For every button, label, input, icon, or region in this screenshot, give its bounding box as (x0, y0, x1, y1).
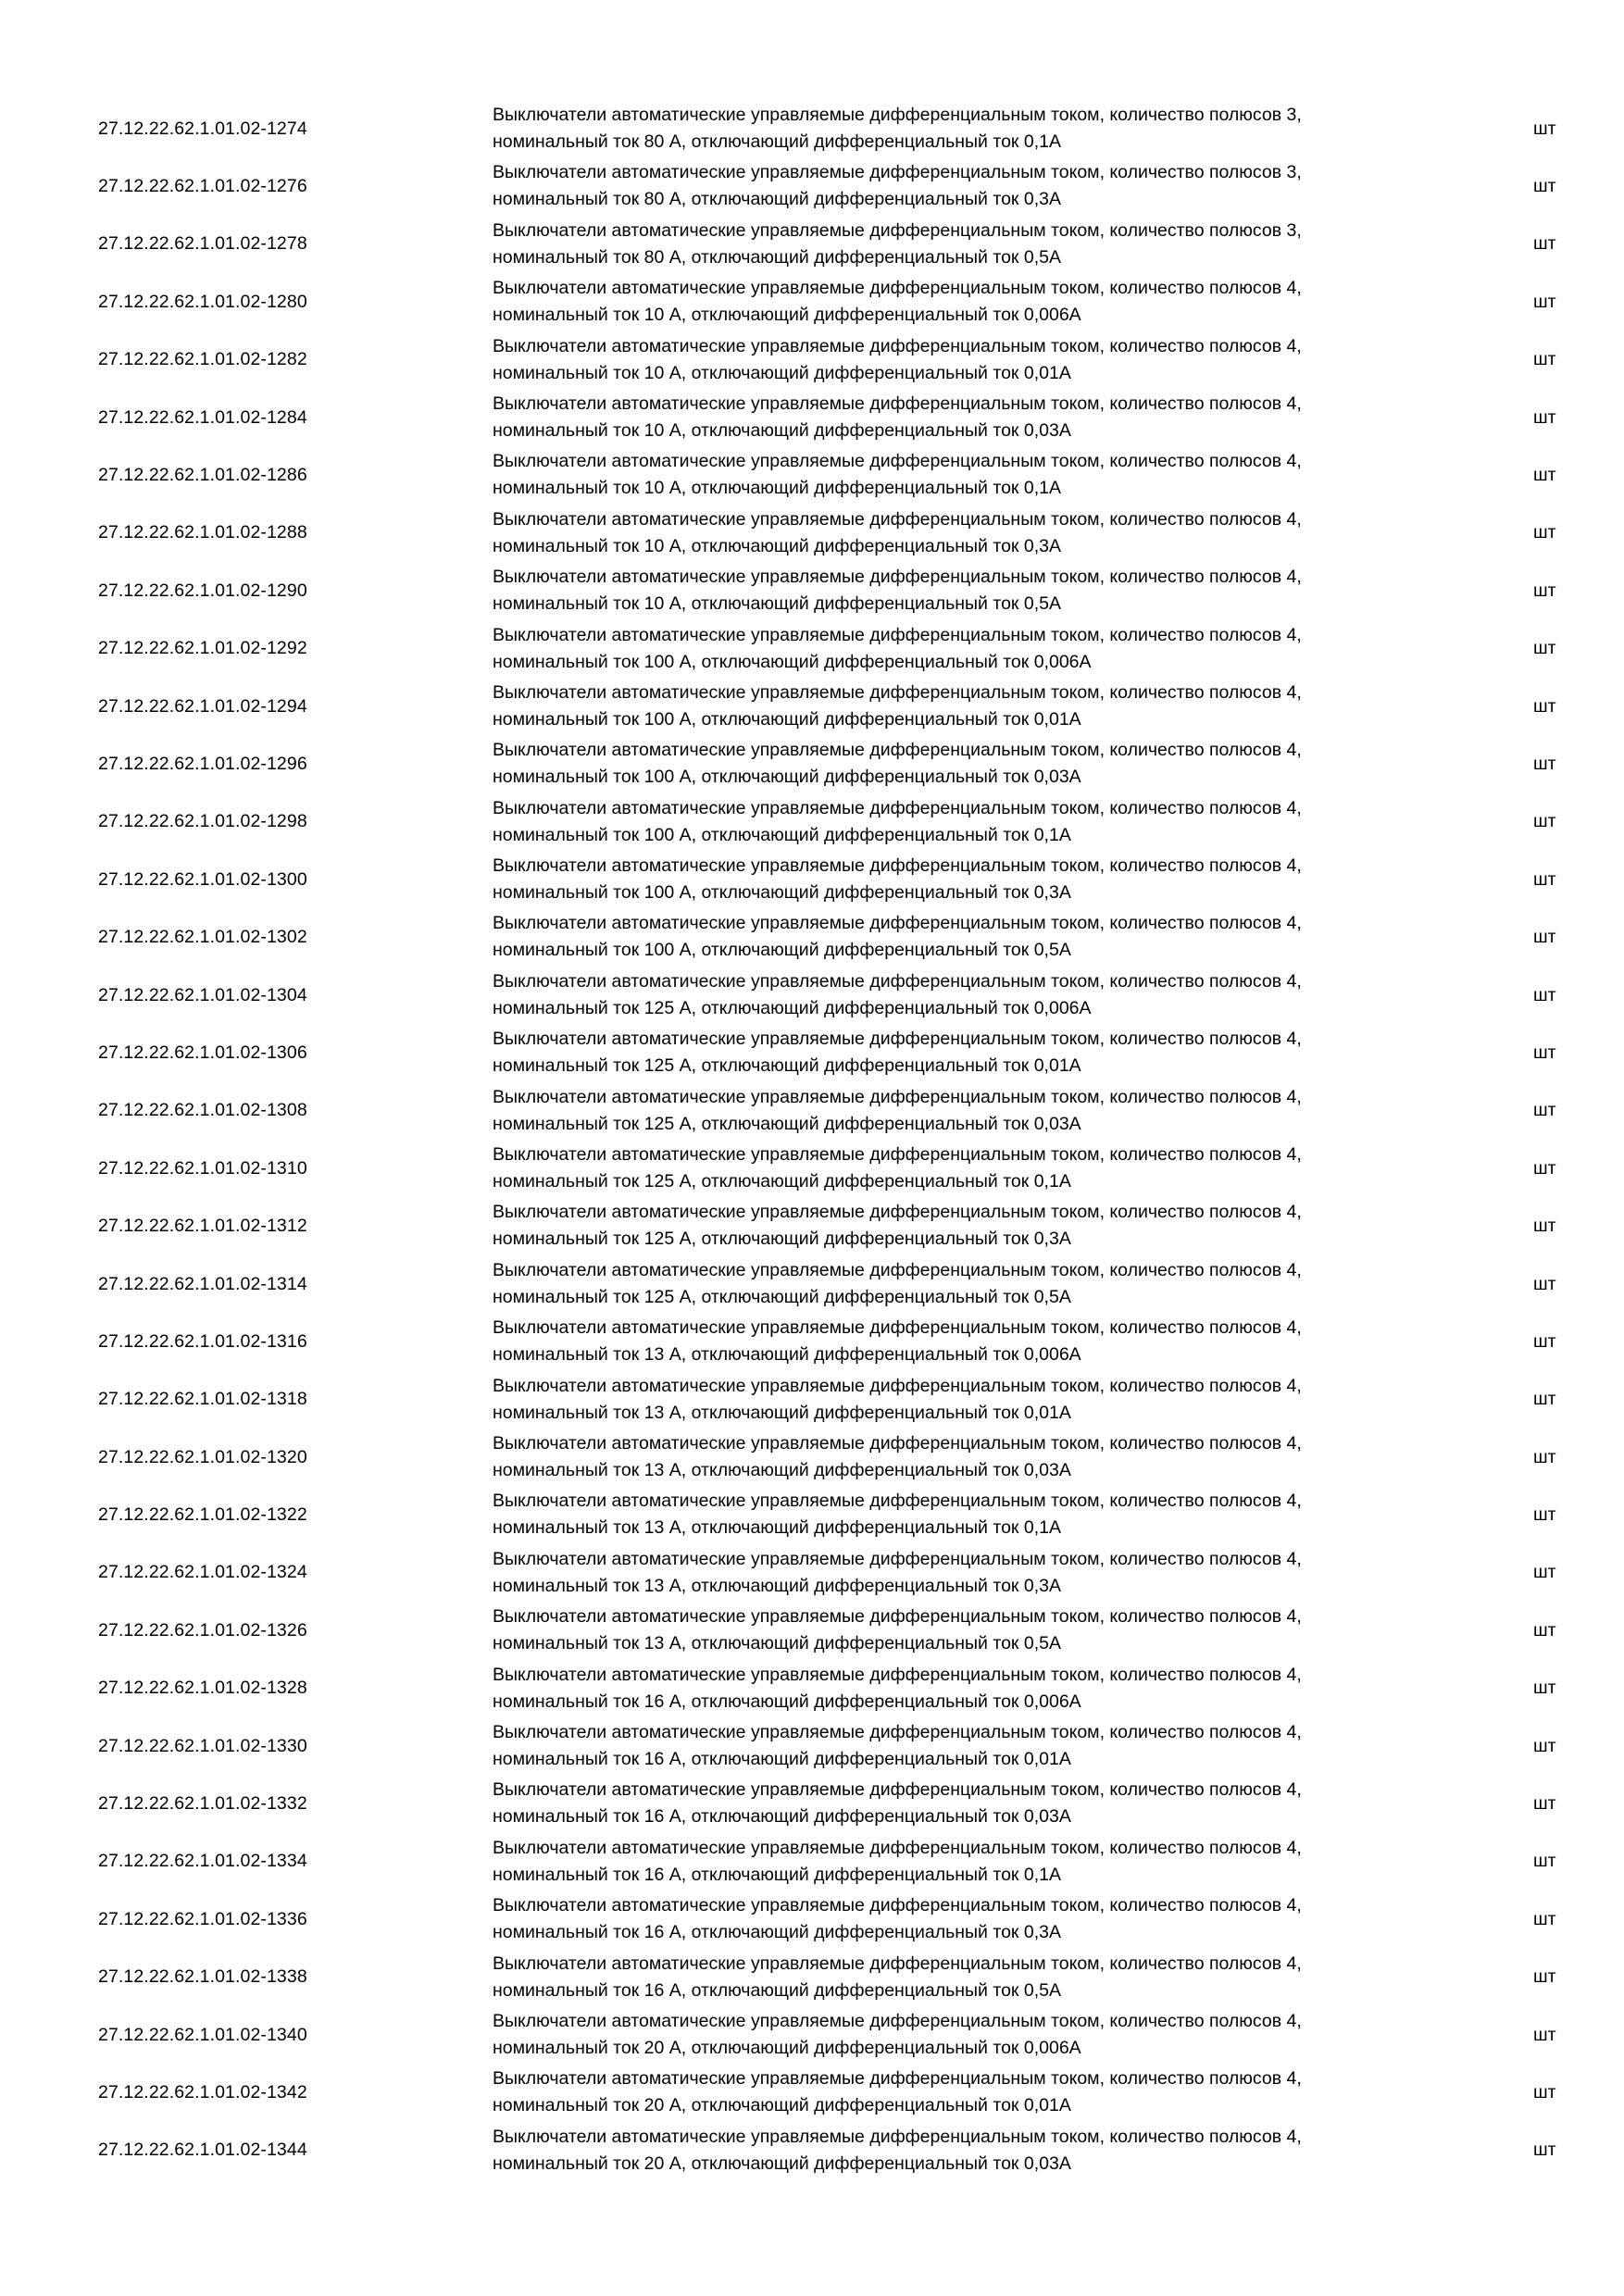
row-description-line-2: номинальный ток 125 А, отключающий дифференциальный ток 0,01А (493, 1055, 1081, 1077)
row-description-line-2: номинальный ток 16 А, отключающий дифференциальный ток 0,1А (493, 1864, 1061, 1885)
row-description-line-2: номинальный ток 125 А, отключающий дифференциальный ток 0,3А (493, 1229, 1071, 1250)
row-code: 27.12.22.62.1.01.02-1332 (98, 1793, 307, 1815)
table-row (0, 446, 1624, 504)
row-description (493, 506, 1418, 560)
row-description-line-1: Выключатели автоматические управляемые дифференциальным током, количество полюсов 4, (493, 1548, 1302, 1569)
row-description-line-2: номинальный ток 20 А, отключающий дифференциальный ток 0,03А (493, 2152, 1071, 2174)
row-description (493, 1142, 1418, 1195)
row-unit: шт (1533, 1793, 1556, 1815)
row-code: 27.12.22.62.1.01.02-1306 (98, 1042, 307, 1063)
row-description (493, 2008, 1418, 2062)
row-unit: шт (1533, 1100, 1556, 1121)
row-description (493, 1546, 1418, 1600)
row-description (493, 853, 1418, 906)
row-description (493, 1603, 1418, 1657)
row-unit: шт (1533, 1216, 1556, 1237)
row-description (493, 1951, 1418, 2004)
row-description (493, 564, 1418, 618)
row-code: 27.12.22.62.1.01.02-1328 (98, 1678, 307, 1699)
row-description-line-2: номинальный ток 13 А, отключающий дифференциальный ток 0,03А (493, 1459, 1071, 1480)
row-description-line-1: Выключатели автоматические управляемые дифференциальным током, количество полюсов 4, (493, 1491, 1302, 1512)
row-code: 27.12.22.62.1.01.02-1330 (98, 1735, 307, 1756)
row-code: 27.12.22.62.1.01.02-1344 (98, 2140, 307, 2161)
row-description-line-1: Выключатели автоматические управляемые дифференциальным током, количество полюсов 4, (493, 451, 1302, 472)
table-row (0, 389, 1624, 446)
row-code: 27.12.22.62.1.01.02-1274 (98, 118, 307, 139)
row-unit: шт (1533, 1619, 1556, 1641)
row-description-line-2: номинальный ток 10 А, отключающий дифференциальный ток 0,1А (493, 478, 1061, 499)
row-description (493, 1373, 1418, 1427)
row-description-line-1: Выключатели автоматические управляемые дифференциальным током, количество полюсов 4, (493, 335, 1302, 356)
row-unit: шт (1533, 233, 1556, 255)
row-description-line-2: номинальный ток 100 А, отключающий дифференциальный ток 0,1А (493, 824, 1071, 845)
row-description-line-1: Выключатели автоматические управляемые дифференциальным током, количество полюсов 3, (493, 162, 1302, 183)
table-row (0, 735, 1624, 792)
row-description (493, 1662, 1418, 1716)
row-description-line-2: номинальный ток 10 А, отключающий дифференциальный ток 0,03А (493, 419, 1071, 441)
row-code: 27.12.22.62.1.01.02-1288 (98, 522, 307, 543)
row-code: 27.12.22.62.1.01.02-1290 (98, 580, 307, 601)
row-unit: шт (1533, 1678, 1556, 1699)
row-description (493, 622, 1418, 676)
table-row (0, 100, 1624, 157)
row-code: 27.12.22.62.1.01.02-1304 (98, 984, 307, 1005)
row-description-line-1: Выключатели автоматические управляемые дифференциальным током, количество полюсов 4, (493, 2010, 1302, 2031)
row-code: 27.12.22.62.1.01.02-1298 (98, 811, 307, 832)
row-description-line-2: номинальный ток 13 А, отключающий дифференциальный ток 0,5А (493, 1633, 1061, 1654)
table-row (0, 562, 1624, 619)
row-code: 27.12.22.62.1.01.02-1302 (98, 927, 307, 948)
table-row (0, 620, 1624, 678)
row-description-line-2: номинальный ток 16 А, отключающий дифференциальный ток 0,006А (493, 1691, 1081, 1712)
row-description (493, 1315, 1418, 1368)
row-description-line-1: Выключатели автоматические управляемые дифференциальным током, количество полюсов 4, (493, 1086, 1302, 1107)
table-row (0, 2006, 1624, 2064)
row-description-line-2: номинальный ток 100 А, отключающий дифференциальный ток 0,03А (493, 767, 1081, 788)
row-unit: шт (1533, 1735, 1556, 1756)
table-row (0, 1544, 1624, 1602)
row-description-line-1: Выключатели автоматические управляемые дифференциальным током, количество полюсов 4, (493, 797, 1302, 818)
table-row (0, 331, 1624, 389)
row-unit: шт (1533, 580, 1556, 601)
row-code: 27.12.22.62.1.01.02-1280 (98, 291, 307, 312)
table-row (0, 2122, 1624, 2179)
row-code: 27.12.22.62.1.01.02-1286 (98, 465, 307, 486)
row-description (493, 159, 1418, 213)
row-description (493, 1430, 1418, 1484)
row-description (493, 275, 1418, 329)
row-unit: шт (1533, 522, 1556, 543)
row-description-line-2: номинальный ток 10 А, отключающий дифференциальный ток 0,5А (493, 593, 1061, 615)
table-row (0, 1429, 1624, 1486)
row-description-line-1: Выключатели автоматические управляемые дифференциальным током, количество полюсов 4, (493, 740, 1302, 761)
row-description (493, 218, 1418, 271)
row-description-line-2: номинальный ток 16 А, отключающий дифференциальный ток 0,03А (493, 1806, 1071, 1828)
row-unit: шт (1533, 2081, 1556, 2103)
row-code: 27.12.22.62.1.01.02-1282 (98, 349, 307, 370)
row-unit: шт (1533, 1042, 1556, 1063)
row-description-line-1: Выключатели автоматические управляемые дифференциальным током, количество полюсов 3, (493, 219, 1302, 241)
row-description-line-1: Выключатели автоматические управляемые дифференциальным током, количество полюсов 4, (493, 1837, 1302, 1858)
row-unit: шт (1533, 291, 1556, 312)
row-description-line-2: номинальный ток 80 А, отключающий дифференциальный ток 0,3А (493, 189, 1061, 210)
row-unit: шт (1533, 1157, 1556, 1179)
row-description (493, 1892, 1418, 1946)
row-description-line-2: номинальный ток 13 А, отключающий дифференциальный ток 0,3А (493, 1575, 1061, 1596)
row-description-line-1: Выключатели автоматические управляемые дифференциальным током, количество полюсов 4, (493, 1317, 1302, 1339)
row-description-line-2: номинальный ток 13 А, отключающий дифференциальный ток 0,01А (493, 1402, 1071, 1423)
row-description (493, 1257, 1418, 1311)
table-row (0, 1255, 1624, 1313)
row-description-line-2: номинальный ток 16 А, отключающий дифференциальный ток 0,3А (493, 1922, 1061, 1943)
row-description-line-2: номинальный ток 10 А, отключающий дифференциальный ток 0,01А (493, 362, 1071, 383)
row-unit: шт (1533, 406, 1556, 428)
row-description-line-1: Выключатели автоматические управляемые дифференциальным током, количество полюсов 4, (493, 970, 1302, 992)
row-unit: шт (1533, 1273, 1556, 1294)
row-description (493, 968, 1418, 1022)
row-description-line-1: Выключатели автоматические управляемые дифференциальным током, количество полюсов 4, (493, 1144, 1302, 1166)
table-row (0, 505, 1624, 562)
row-description-line-1: Выключатели автоматические управляемые дифференциальным током, количество полюсов 4, (493, 1953, 1302, 1974)
row-unit: шт (1533, 118, 1556, 139)
row-unit: шт (1533, 984, 1556, 1005)
row-description-line-2: номинальный ток 100 А, отключающий дифференциальный ток 0,3А (493, 882, 1071, 904)
row-description-line-1: Выключатели автоматические управляемые дифференциальным током, количество полюсов 4, (493, 2126, 1302, 2147)
table-row (0, 1024, 1624, 1081)
row-code: 27.12.22.62.1.01.02-1322 (98, 1504, 307, 1526)
row-description-line-1: Выключатели автоматические управляемые дифференциальным током, количество полюсов 4, (493, 1779, 1302, 1801)
row-unit: шт (1533, 349, 1556, 370)
row-description (493, 680, 1418, 733)
table-row (0, 678, 1624, 735)
row-description (493, 448, 1418, 502)
row-description (493, 333, 1418, 387)
row-code: 27.12.22.62.1.01.02-1310 (98, 1157, 307, 1179)
row-description-line-1: Выключатели автоматические управляемые дифференциальным током, количество полюсов 4, (493, 855, 1302, 877)
row-code: 27.12.22.62.1.01.02-1324 (98, 1562, 307, 1583)
row-description (493, 1026, 1418, 1079)
row-unit: шт (1533, 1908, 1556, 1929)
row-code: 27.12.22.62.1.01.02-1340 (98, 2024, 307, 2045)
row-description-line-1: Выключатели автоматические управляемые дифференциальным током, количество полюсов 3, (493, 105, 1302, 125)
table-row (0, 273, 1624, 331)
table-row (0, 1140, 1624, 1197)
row-description-line-1: Выключатели автоматические управляемые дифференциальным током, количество полюсов 4, (493, 1375, 1302, 1396)
row-unit: шт (1533, 1446, 1556, 1467)
row-description-line-1: Выключатели автоматические управляемые дифференциальным током, количество полюсов 4, (493, 913, 1302, 934)
row-description-line-1: Выключатели автоматические управляемые дифференциальным током, количество полюсов 4, (493, 1606, 1302, 1628)
table-row (0, 1949, 1624, 2006)
row-unit: шт (1533, 1504, 1556, 1526)
row-description (493, 1835, 1418, 1889)
row-description-line-2: номинальный ток 100 А, отключающий дифференциальный ток 0,01А (493, 708, 1081, 730)
row-code: 27.12.22.62.1.01.02-1338 (98, 1966, 307, 1988)
row-unit: шт (1533, 638, 1556, 659)
row-unit: шт (1533, 465, 1556, 486)
row-description-line-2: номинальный ток 100 А, отключающий дифференциальный ток 0,5А (493, 940, 1071, 961)
row-code: 27.12.22.62.1.01.02-1318 (98, 1389, 307, 1410)
row-description-line-1: Выключатели автоматические управляемые дифференциальным током, количество полюсов 4, (493, 1664, 1302, 1685)
row-description-line-1: Выключатели автоматические управляемые дифференциальным током, количество полюсов 4, (493, 1721, 1302, 1742)
row-description-line-2: номинальный ток 125 А, отключающий дифференциальный ток 0,006А (493, 997, 1092, 1018)
row-code: 27.12.22.62.1.01.02-1334 (98, 1851, 307, 1872)
row-description-line-2: номинальный ток 125 А, отключающий дифференциальный ток 0,1А (493, 1171, 1071, 1192)
row-code: 27.12.22.62.1.01.02-1342 (98, 2081, 307, 2103)
row-description (493, 391, 1418, 444)
row-code: 27.12.22.62.1.01.02-1314 (98, 1273, 307, 1294)
row-unit: шт (1533, 927, 1556, 948)
row-code: 27.12.22.62.1.01.02-1296 (98, 753, 307, 774)
row-description-line-1: Выключатели автоматические управляемые дифференциальным током, количество полюсов 4, (493, 278, 1302, 299)
row-unit: шт (1533, 1562, 1556, 1583)
row-description-line-2: номинальный ток 80 А, отключающий дифференциальный ток 0,1А (493, 131, 1061, 152)
row-unit: шт (1533, 1966, 1556, 1988)
row-code: 27.12.22.62.1.01.02-1284 (98, 406, 307, 428)
row-description-line-1: Выключатели автоматические управляемые дифференциальным током, количество полюсов 4, (493, 1202, 1302, 1223)
row-description (493, 2065, 1418, 2119)
row-description (493, 1488, 1418, 1541)
row-description-line-2: номинальный ток 125 А, отключающий дифференциальный ток 0,03А (493, 1113, 1081, 1134)
row-description-line-1: Выключатели автоматические управляемые дифференциальным током, количество полюсов 4, (493, 681, 1302, 703)
row-description-line-1: Выключатели автоматические управляемые дифференциальным током, количество полюсов 4, (493, 2068, 1302, 2090)
row-unit: шт (1533, 811, 1556, 832)
row-description (493, 1199, 1418, 1253)
table-row (0, 1602, 1624, 1659)
table-row (0, 1371, 1624, 1429)
row-description-line-2: номинальный ток 10 А, отключающий дифференциальный ток 0,3А (493, 535, 1061, 556)
row-description-line-2: номинальный ток 20 А, отключающий дифференциальный ток 0,01А (493, 2095, 1071, 2116)
table-row (0, 1775, 1624, 1832)
row-code: 27.12.22.62.1.01.02-1320 (98, 1446, 307, 1467)
row-description-line-2: номинальный ток 16 А, отключающий дифференциальный ток 0,5А (493, 1979, 1061, 2001)
table-row (0, 1486, 1624, 1543)
row-description-line-1: Выключатели автоматические управляемые дифференциальным током, количество полюсов 4, (493, 1432, 1302, 1454)
row-unit: шт (1533, 1330, 1556, 1352)
row-code: 27.12.22.62.1.01.02-1276 (98, 176, 307, 197)
row-description-line-2: номинальный ток 10 А, отключающий дифференциальный ток 0,006А (493, 305, 1081, 326)
row-description-line-1: Выключатели автоматические управляемые дифференциальным током, количество полюсов 4, (493, 1029, 1302, 1050)
row-description-line-2: номинальный ток 16 А, отключающий дифференциальный ток 0,01А (493, 1748, 1071, 1769)
row-description-line-1: Выключатели автоматические управляемые дифференциальным током, количество полюсов 4, (493, 508, 1302, 530)
row-description-line-2: номинальный ток 20 А, отключающий дифференциальный ток 0,006А (493, 2037, 1081, 2058)
row-description-line-2: номинальный ток 100 А, отключающий дифференциальный ток 0,006А (493, 651, 1092, 672)
row-unit: шт (1533, 868, 1556, 890)
table-row (0, 1313, 1624, 1370)
row-description-line-1: Выключатели автоматические управляемые дифференциальным током, количество полюсов 4, (493, 624, 1302, 645)
row-description-line-1: Выключатели автоматические управляемые дифференциальным током, количество полюсов 4, (493, 1259, 1302, 1280)
row-unit: шт (1533, 2140, 1556, 2161)
row-unit: шт (1533, 1389, 1556, 1410)
row-description-line-2: номинальный ток 80 А, отключающий дифференциальный ток 0,5А (493, 246, 1061, 268)
table-row (0, 1197, 1624, 1254)
row-description (493, 102, 1418, 156)
row-description-line-2: номинальный ток 13 А, отключающий дифференциальный ток 0,006А (493, 1344, 1081, 1366)
row-unit: шт (1533, 2024, 1556, 2045)
row-description (493, 2124, 1418, 2177)
table-row (0, 157, 1624, 215)
row-description (493, 737, 1418, 791)
row-description (493, 1777, 1418, 1830)
row-description (493, 1084, 1418, 1138)
table-row (0, 2064, 1624, 2121)
row-code: 27.12.22.62.1.01.02-1278 (98, 233, 307, 255)
row-code: 27.12.22.62.1.01.02-1300 (98, 868, 307, 890)
row-unit: шт (1533, 753, 1556, 774)
row-description-line-2: номинальный ток 13 А, отключающий дифференциальный ток 0,1А (493, 1517, 1061, 1539)
row-description (493, 910, 1418, 964)
row-unit: шт (1533, 1851, 1556, 1872)
row-code: 27.12.22.62.1.01.02-1294 (98, 695, 307, 717)
table-row (0, 1833, 1624, 1890)
table-row (0, 216, 1624, 273)
table-row (0, 967, 1624, 1024)
row-code: 27.12.22.62.1.01.02-1316 (98, 1330, 307, 1352)
row-code: 27.12.22.62.1.01.02-1326 (98, 1619, 307, 1641)
row-description-line-2: номинальный ток 125 А, отключающий дифференциальный ток 0,5А (493, 1286, 1071, 1307)
row-description-line-1: Выключатели автоматические управляемые дифференциальным током, количество полюсов 4, (493, 393, 1302, 414)
row-code: 27.12.22.62.1.01.02-1292 (98, 638, 307, 659)
table-row (0, 851, 1624, 908)
table-row (0, 1082, 1624, 1140)
row-code: 27.12.22.62.1.01.02-1336 (98, 1908, 307, 1929)
row-description (493, 1719, 1418, 1773)
row-unit: шт (1533, 176, 1556, 197)
row-code: 27.12.22.62.1.01.02-1308 (98, 1100, 307, 1121)
row-code: 27.12.22.62.1.01.02-1312 (98, 1216, 307, 1237)
table-row (0, 793, 1624, 851)
table-row (0, 1890, 1624, 1948)
table-row (0, 1717, 1624, 1775)
price-list-table (0, 100, 1624, 2179)
row-description (493, 795, 1418, 849)
table-row (0, 1660, 1624, 1717)
row-description-line-1: Выключатели автоматические управляемые дифференциальным током, количество полюсов 4, (493, 1895, 1302, 1916)
table-row (0, 908, 1624, 966)
row-description-line-1: Выключатели автоматические управляемые дифференциальным током, количество полюсов 4, (493, 567, 1302, 588)
row-unit: шт (1533, 695, 1556, 717)
